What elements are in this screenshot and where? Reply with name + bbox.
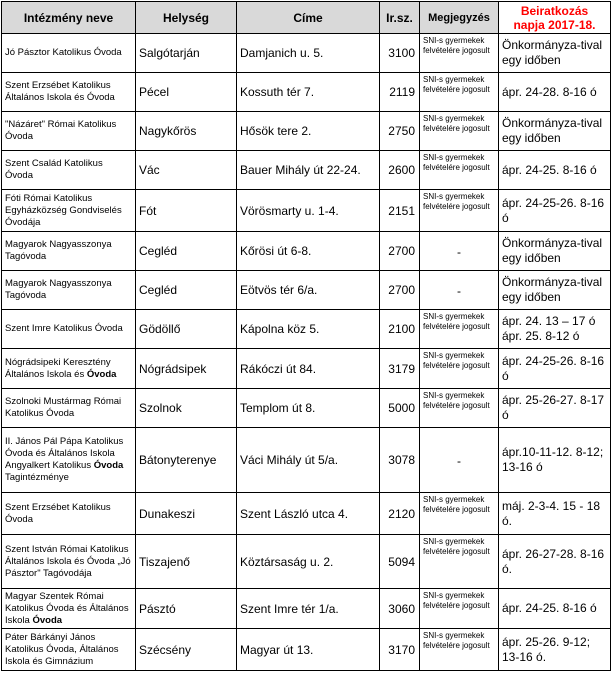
address-cell: Damjanich u. 5. [237,34,380,73]
institution-name-text: Szent Erzsébet Katolikus Óvoda [5,501,111,525]
address-cell: Templom út 8. [237,389,380,428]
institution-name [2,232,136,271]
header-city: Helység [136,2,237,34]
enrollment-date-cell: ápr. 24. 13 – 17 ó ápr. 25. 8-12 ó [499,310,611,349]
city-cell: Pécel [136,73,237,112]
note-cell: SNI-s gyermekek felvételére jogosult [420,190,499,232]
address-cell: Magyar út 13. [237,629,380,671]
institution-name-bold: Óvoda [93,460,124,471]
zip-cell: 2100 [380,310,420,349]
note-cell: SNI-s gyermekek felvételére jogosult [420,349,499,389]
zip-cell: 5094 [380,535,420,589]
address-cell: Eötvös tér 6/a. [237,271,380,310]
institution-name-text: "Názáret" Római Katolikus Óvoda [5,119,117,142]
note-cell: SNI-s gyermekek felvételére jogosult [420,112,499,151]
city-cell: Cegléd [136,232,237,271]
institution-name-text: Szent Család Katolikus Óvoda [5,158,103,181]
address-cell: Rákóczi út 84. [237,349,380,389]
address-cell: Kápolna köz 5. [237,310,380,349]
zip-cell: 5000 [380,389,420,428]
table-row [2,151,611,190]
institution-name-text: Jó Pásztor Katolikus Óvoda [5,47,122,58]
city-cell: Salgótarján [136,34,237,73]
table-row [2,349,611,389]
note-cell: SNI-s gyermekek felvételére jogosult [420,151,499,190]
institution-name-suffix: Tagintézménye [5,472,69,483]
address-cell: Szent Imre tér 1/a. [237,589,380,629]
address-cell: Szent László utca 4. [237,493,380,535]
institution-name [2,493,136,535]
table-row [2,190,611,232]
note-cell: - [420,428,499,493]
city-cell: Pásztó [136,589,237,629]
institution-name [2,535,136,589]
header-row [2,2,611,34]
institution-name-text: Magyar Szentek Római Katolikus Óvoda és Általános Iskola [5,590,129,626]
zip-cell: 3060 [380,589,420,629]
institution-name-text: Nógrádsipeki Keresztény Általános Iskola és [5,356,111,380]
zip-cell: 2600 [380,151,420,190]
note-cell: - [420,271,499,310]
note-cell: SNI-s gyermekek felvételére jogosult [420,493,499,535]
table-row [2,629,611,671]
institution-name [2,190,136,232]
header-zip: Ir.sz. [380,2,420,34]
institution-name [2,349,136,389]
table-row [2,232,611,271]
enrollment-date-cell: ápr. 24-28. 8-16 ó [499,73,611,112]
address-cell: Váci Mihály út 5/a. [237,428,380,493]
city-cell: Vác [136,151,237,190]
note-cell: SNI-s gyermekek felvételére jogosult [420,73,499,112]
city-cell: Bátonyterenye [136,428,237,493]
header-address: Címe [237,2,380,34]
enrollment-date-cell: Önkormányza-tival egy időben [499,112,611,151]
institution-name [2,73,136,112]
enrollment-date-cell: Önkormányza-tival egy időben [499,34,611,73]
table-row [2,493,611,535]
table-row [2,389,611,428]
institution-name [2,112,136,151]
city-cell: Tiszajenő [136,535,237,589]
institution-name-text: Páter Bárkányi János Katolikus Óvoda, Általános Iskola és Gimnázium [5,631,119,667]
header-enrollment-line2: napja 2017-18. [513,17,596,32]
institution-name-text: Szent István Római Katolikus Általános Iskola és Óvoda „Jó Pásztor" Tagóvodája [5,543,131,579]
note-cell: SNI-s gyermekek felvételére jogosult [420,589,499,629]
header-enrollment [499,2,611,34]
zip-cell: 2120 [380,493,420,535]
zip-cell: 2119 [380,73,420,112]
table-row [2,271,611,310]
zip-cell: 3100 [380,34,420,73]
note-cell: SNI-s gyermekek felvételére jogosult [420,535,499,589]
institution-name [2,389,136,428]
enrollment-date-cell: ápr. 26-27-28. 8-16 ó. [499,535,611,589]
city-cell: Fót [136,190,237,232]
institution-name-bold: Óvoda [86,368,117,380]
note-cell: - [420,232,499,271]
address-cell: Bauer Mihály út 22-24. [237,151,380,190]
address-cell: Hősök tere 2. [237,112,380,151]
note-cell: SNI-s gyermekek felvételére jogosult [420,389,499,428]
institution-name [2,629,136,671]
table-body [2,34,611,671]
institution-name [2,589,136,629]
enrollment-date-cell: ápr. 24-25-26. 8-16 ó [499,349,611,389]
institution-name-text: Szent Imre Katolikus Óvoda [5,323,123,334]
city-cell: Szolnok [136,389,237,428]
institution-name [2,428,136,493]
zip-cell: 3179 [380,349,420,389]
table-row [2,535,611,589]
institution-name [2,271,136,310]
city-cell: Dunakeszi [136,493,237,535]
enrollment-date-cell: máj. 2-3-4. 15 - 18 ó. [499,493,611,535]
table-row [2,73,611,112]
enrollment-date-cell: ápr. 24-25-26. 8-16 ó [499,190,611,232]
enrollment-date-cell: ápr. 25-26. 9-12; 13-16 ó. [499,629,611,671]
institution-name-text: II. János Pál Pápa Katolikus Óvoda és Általános Iskola Angyalkert Katolikus [5,436,124,471]
institution-name-text: Fóti Római Katolikus Egyházközség Gondviselés Óvodája [5,192,122,228]
enrollment-date-cell: Önkormányza-tival egy időben [499,232,611,271]
note-cell: SNI-s gyermekek felvételére jogosult [420,310,499,349]
zip-cell: 2700 [380,232,420,271]
address-cell: Vörösmarty u. 1-4. [237,190,380,232]
city-cell: Cegléd [136,271,237,310]
header-name: Intézmény neve [2,2,136,34]
enrollment-date-cell: ápr.10-11-12. 8-12; 13-16 ó [499,428,611,493]
institution-name-text: Magyarok Nagyasszonya Tagóvoda [5,278,112,301]
zip-cell: 2151 [380,190,420,232]
institution-name-text: Szolnoki Mustármag Római Katolikus Óvoda [5,396,122,419]
city-cell: Nagykőrös [136,112,237,151]
address-cell: Kossuth tér 7. [237,73,380,112]
header-note: Megjegyzés [420,2,499,34]
institution-name-bold: Óvoda [32,614,63,626]
note-cell: SNI-s gyermekek felvételére jogosult [420,629,499,671]
table-row [2,112,611,151]
institution-name [2,34,136,73]
city-cell: Gödöllő [136,310,237,349]
enrollment-date-cell: ápr. 24-25. 8-16 ó [499,151,611,190]
institution-name-text: Szent Erzsébet Katolikus Általános Iskola és Óvoda [5,80,115,103]
enrollment-date-cell: ápr. 24-25. 8-16 ó [499,589,611,629]
table-row [2,34,611,73]
note-cell: SNI-s gyermekek felvételére jogosult [420,34,499,73]
institution-name [2,151,136,190]
address-cell: Köztársaság u. 2. [237,535,380,589]
kindergarten-table [1,1,611,671]
table-row [2,589,611,629]
institution-name [2,310,136,349]
city-cell: Nógrádsipek [136,349,237,389]
header-enrollment-line1: Beiratkozás [520,3,589,18]
table-row [2,310,611,349]
zip-cell: 3078 [380,428,420,493]
enrollment-date-cell: ápr. 25-26-27. 8-17 ó [499,389,611,428]
address-cell: Kőrösi út 6-8. [237,232,380,271]
city-cell: Szécsény [136,629,237,671]
institution-name-text: Magyarok Nagyasszonya Tagóvoda [5,239,112,262]
zip-cell: 3170 [380,629,420,671]
table-row [2,428,611,493]
enrollment-date-cell: Önkormányza-tival egy időben [499,271,611,310]
zip-cell: 2700 [380,271,420,310]
zip-cell: 2750 [380,112,420,151]
